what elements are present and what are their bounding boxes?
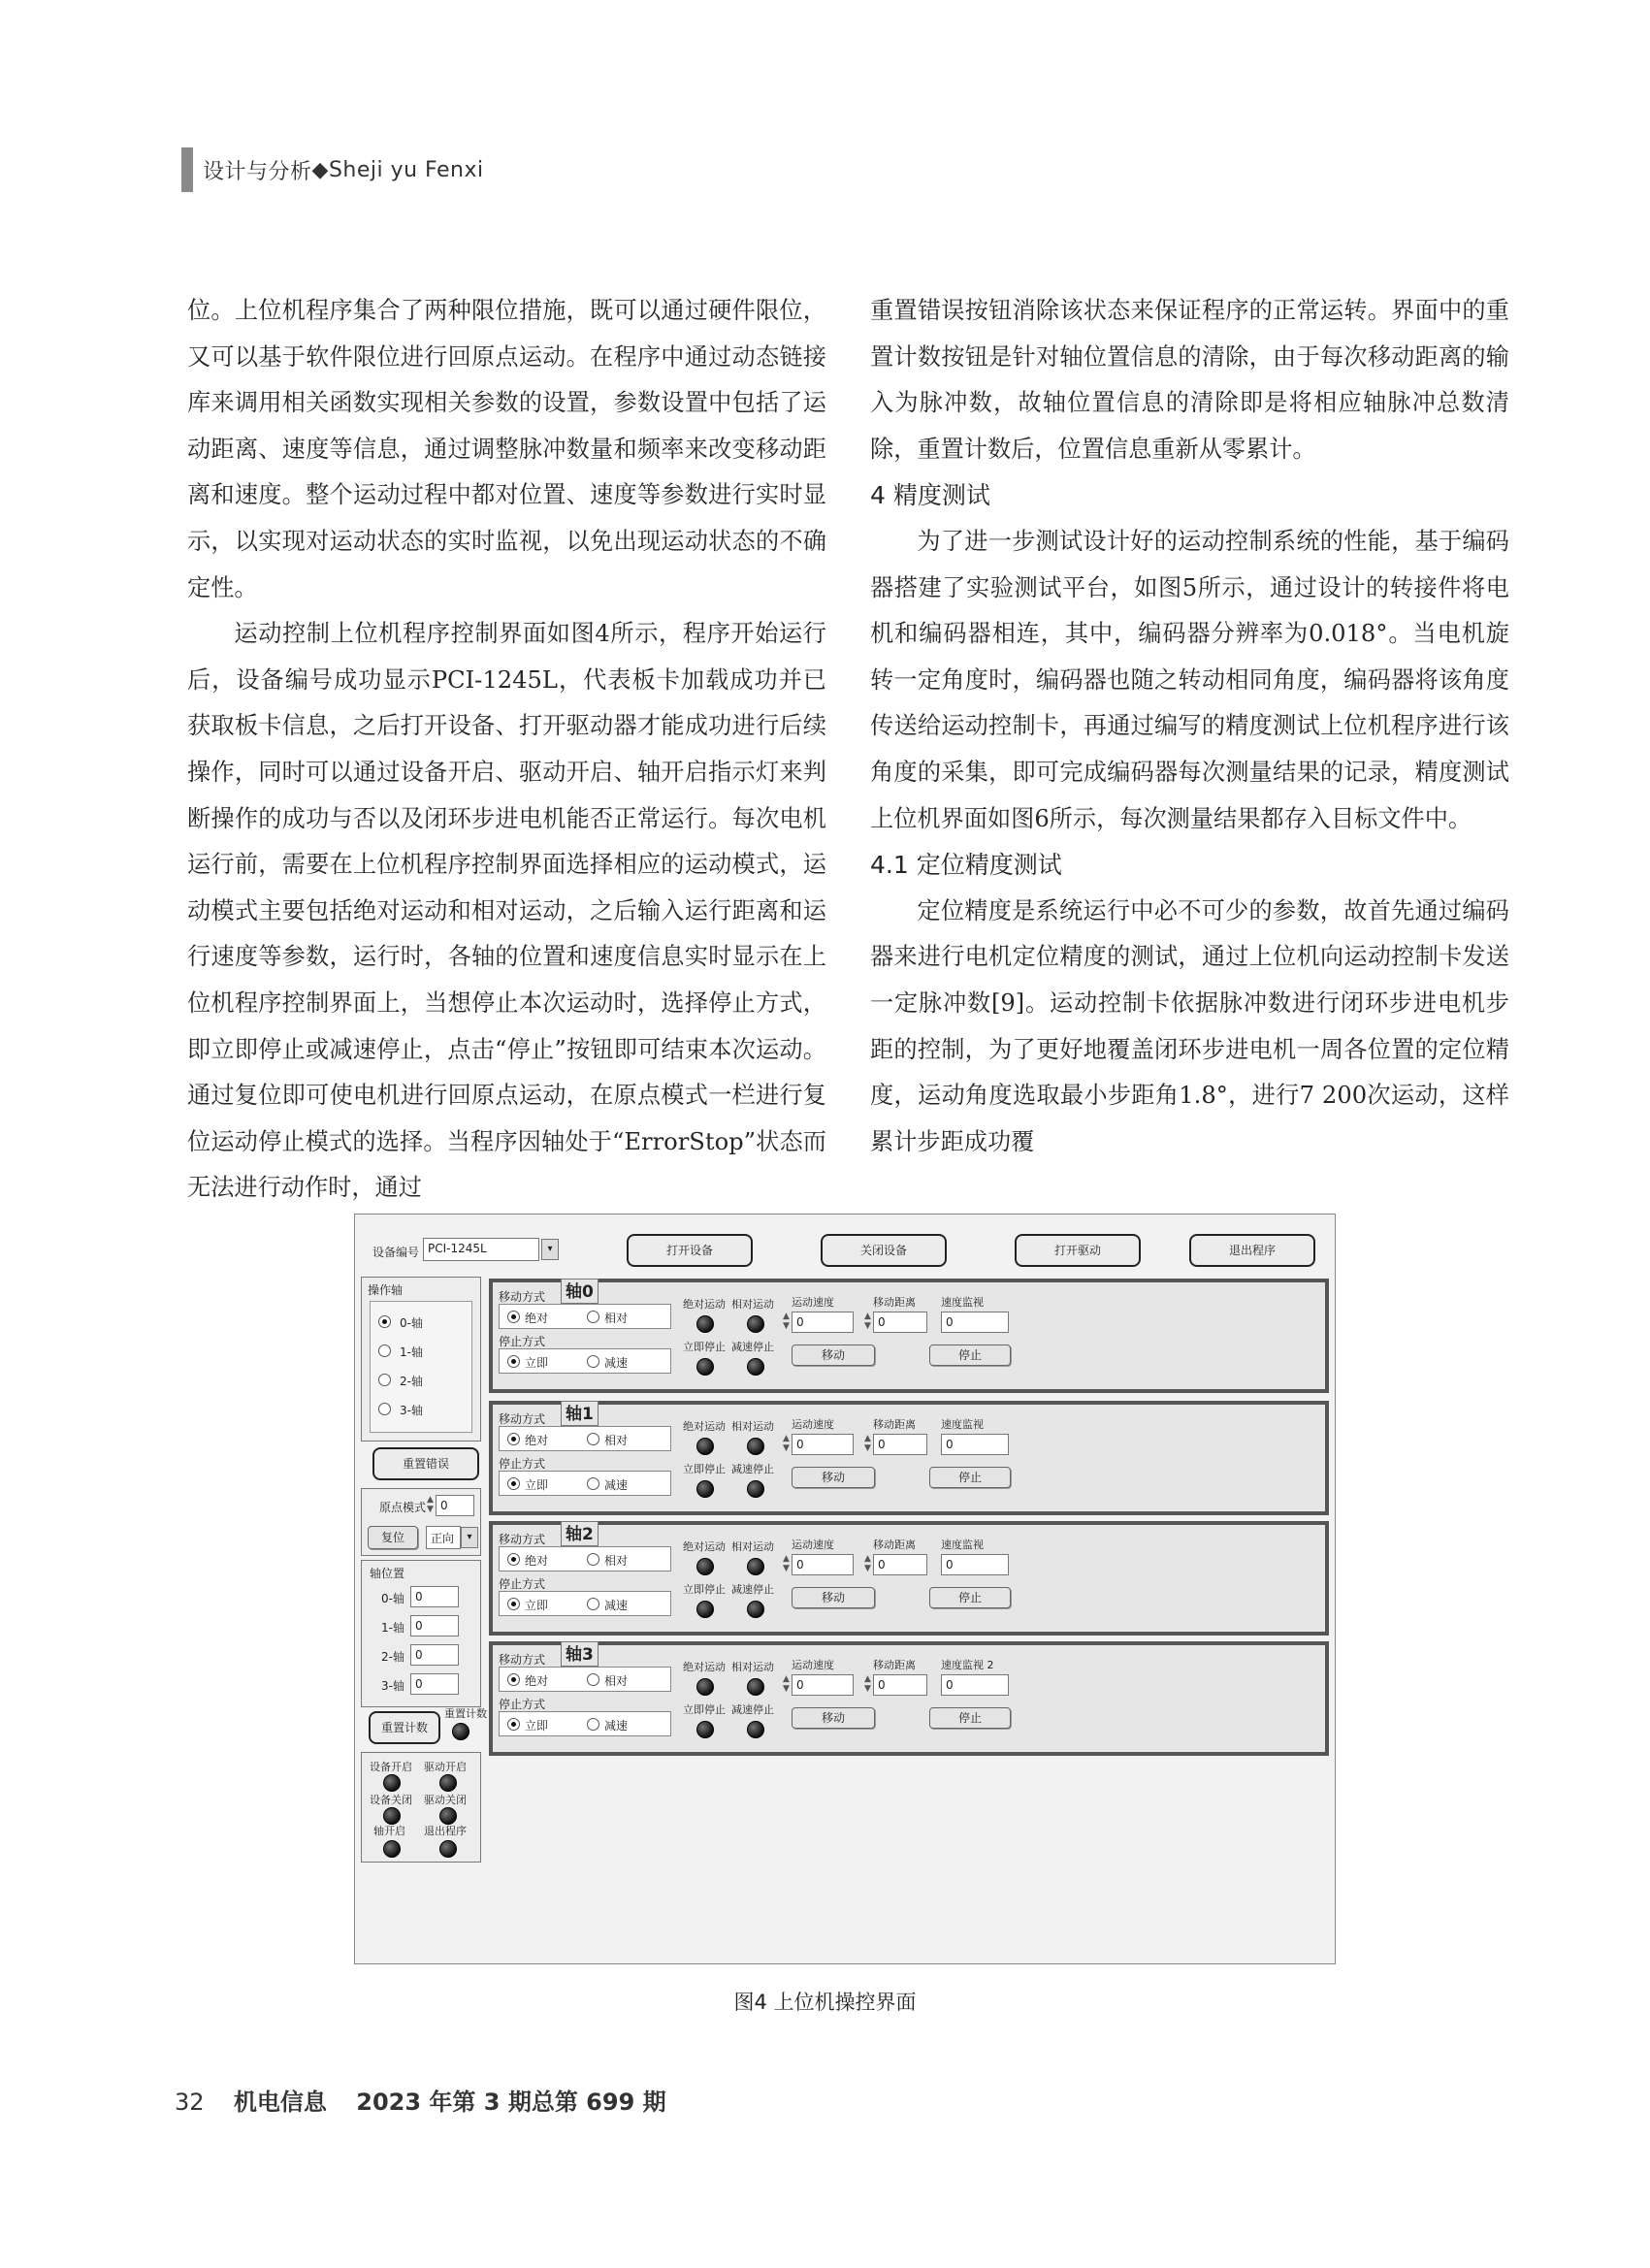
left-text-column xyxy=(187,288,826,1212)
speed-monitor-label: 速度监视 xyxy=(941,1296,984,1309)
origin-mode-group xyxy=(361,1488,481,1556)
paragraph: 定位精度是系统运行中必不可少的参数，故首先通过编码器来进行电机定位精度的测试，通过上位机向运动控制卡发送一定脉冲数[9]。运动控制卡依据脉冲数进行闭环步进电机步距的控制，为了更好地覆盖闭环步进电机一周各位置的定位精度，运动角度选取最小步距角1.8°，进行7 200次运动，这样累计步距成功覆 xyxy=(870,896,1509,1155)
immediate-stop-led xyxy=(696,1721,714,1738)
origin-mode-field[interactable]: 0 xyxy=(436,1495,474,1516)
absolute-radio[interactable] xyxy=(507,1433,520,1445)
distance-label: 移动距离 xyxy=(873,1659,916,1671)
issue-info: 2023 年第 3 期总第 699 期 xyxy=(356,2089,666,2116)
decelerate-radio[interactable] xyxy=(587,1718,599,1731)
right-text-column xyxy=(870,288,1509,1165)
axis-1-radio[interactable] xyxy=(378,1345,391,1357)
relative-radio[interactable] xyxy=(587,1673,599,1686)
axis-0-radio[interactable] xyxy=(378,1315,391,1328)
distance-field[interactable]: 0 xyxy=(873,1554,927,1575)
led-label: 减速停止 xyxy=(731,1583,774,1596)
direction-select[interactable]: 正向 xyxy=(426,1526,461,1549)
radio-label: 相对 xyxy=(604,1674,629,1688)
figure-caption: 图4 上位机操控界面 xyxy=(733,1991,917,2014)
led-label: 相对运动 xyxy=(731,1420,774,1433)
move-button[interactable]: 移动 xyxy=(792,1587,875,1608)
absolute-radio[interactable] xyxy=(507,1553,520,1566)
axis-3-radio[interactable] xyxy=(378,1403,391,1415)
speed-monitor-label: 速度监视 xyxy=(941,1418,984,1431)
stop-button[interactable]: 停止 xyxy=(929,1587,1011,1608)
spinner-icon[interactable]: ▲ ▼ xyxy=(864,1554,871,1573)
axis-2-position: 0 xyxy=(410,1644,459,1666)
stop-mode-label: 停止方式 xyxy=(499,1698,546,1711)
move-mode-label: 移动方式 xyxy=(499,1290,546,1304)
immediate-radio[interactable] xyxy=(507,1718,520,1731)
speed-monitor-field: 0 xyxy=(941,1312,1009,1333)
stop-button[interactable]: 停止 xyxy=(929,1345,1011,1366)
axis-select-group xyxy=(361,1277,481,1442)
paragraph: 为了进一步测试设计好的运动控制系统的性能，基于编码器搭建了实验测试平台，如图5所示，通过设计的转接件将电机和编码器相连，其中，编码器分辨率为0.018°。当电机旋转一定角度时，编码器也随之转动相同角度，编码器将该角度传送给运动控制卡，再通过编写的精度测试上位机程序进行该角度的采集，即可完成编码器每次测量结果的记录，精度测试上位机界面如图6所示，每次测量结果都存入目标文件中。 xyxy=(870,527,1509,832)
move-button[interactable]: 移动 xyxy=(792,1707,875,1729)
radio-label: 立即 xyxy=(525,1599,549,1612)
page-footer xyxy=(175,2083,666,2117)
move-mode-box xyxy=(499,1426,671,1451)
relative-motion-led xyxy=(747,1438,764,1455)
move-mode-label: 移动方式 xyxy=(499,1533,546,1546)
radio-label: 减速 xyxy=(604,1719,629,1733)
speed-field[interactable]: 0 xyxy=(792,1674,854,1696)
axis-radio-list xyxy=(370,1301,472,1433)
absolute-radio[interactable] xyxy=(507,1673,520,1686)
immediate-stop-led xyxy=(696,1601,714,1618)
speed-field[interactable]: 0 xyxy=(792,1434,854,1455)
axis-title: 轴3 xyxy=(561,1641,599,1667)
led-label: 驱动关闭 xyxy=(424,1794,467,1806)
led-label: 相对运动 xyxy=(731,1661,774,1673)
paragraph: 位。上位机程序集合了两种限位措施，既可以通过硬件限位，又可以基于软件限位进行回原点运动。在程序中通过动态链接库来调用相关函数实现相关参数的设置，参数设置中包括了运动距离、速度等信息，通过调整脉冲数量和频率来改变移动距离和速度。整个运动过程中都对位置、速度等参数进行实时显示，以实现对运动状态的实时监视，以免出现运动状态的不确定性。 xyxy=(187,297,826,601)
open-driver-button[interactable]: 打开驱动 xyxy=(1015,1234,1141,1267)
immediate-stop-led xyxy=(696,1358,714,1376)
radio-label: 绝对 xyxy=(525,1674,549,1688)
speed-label: 运动速度 xyxy=(792,1418,834,1431)
journal-name: 机电信息 xyxy=(233,2089,327,2116)
paragraph: 重置错误按钮消除该状态来保证程序的正常运转。界面中的重置计数按钮是针对轴位置信息的清除，由于每次移动距离的输入为脉冲数，故轴位置信息的清除即是将相应轴脉冲总数清除，重置计数后，位置信息重新从零累计。 xyxy=(870,297,1509,463)
led-label: 驱动开启 xyxy=(424,1761,467,1773)
axis-panel xyxy=(489,1279,1329,1393)
close-device-button[interactable]: 关闭设备 xyxy=(821,1234,947,1267)
axis-title: 轴0 xyxy=(561,1279,599,1304)
relative-motion-led xyxy=(747,1678,764,1696)
stop-mode-box xyxy=(499,1471,671,1496)
axis-panel xyxy=(489,1401,1329,1515)
subsection-heading: 4.1 定位精度测试 xyxy=(870,851,1062,880)
radio-label: 绝对 xyxy=(525,1434,549,1447)
led-label: 轴开启 xyxy=(373,1825,405,1837)
exit-program-button[interactable]: 退出程序 xyxy=(1189,1234,1315,1267)
decelerate-stop-led xyxy=(747,1358,764,1376)
move-mode-label: 移动方式 xyxy=(499,1653,546,1667)
speed-field[interactable]: 0 xyxy=(792,1554,854,1575)
immediate-radio[interactable] xyxy=(507,1477,520,1490)
absolute-radio[interactable] xyxy=(507,1311,520,1323)
radio-label: 立即 xyxy=(525,1478,549,1492)
running-header xyxy=(181,147,484,192)
speed-monitor-label: 速度监视 2 xyxy=(941,1659,994,1671)
axis-pos-label: 0-轴 xyxy=(381,1592,404,1605)
speed-monitor-field: 0 xyxy=(941,1434,1009,1455)
spinner-icon[interactable]: ▲ ▼ xyxy=(783,1674,790,1694)
page-number: 32 xyxy=(175,2089,205,2116)
axis-2-radio[interactable] xyxy=(378,1374,391,1386)
axis-option-label: 1-轴 xyxy=(400,1345,423,1359)
spinner-icon[interactable]: ▲ ▼ xyxy=(783,1434,790,1453)
device-label: 设备编号 xyxy=(372,1246,420,1259)
led-label: 绝对运动 xyxy=(683,1420,726,1433)
axis-1-position: 0 xyxy=(410,1615,459,1636)
spinner-icon[interactable]: ▲ ▼ xyxy=(427,1495,434,1514)
led-label: 绝对运动 xyxy=(683,1298,726,1311)
decelerate-radio[interactable] xyxy=(587,1355,599,1368)
stop-mode-box xyxy=(499,1348,671,1374)
axis-pos-label: 3-轴 xyxy=(381,1679,404,1693)
speed-monitor-label: 速度监视 xyxy=(941,1539,984,1551)
spinner-icon[interactable]: ▲ ▼ xyxy=(783,1312,790,1331)
open-device-button[interactable]: 打开设备 xyxy=(627,1234,753,1267)
radio-label: 减速 xyxy=(604,1356,629,1370)
axis-title: 轴2 xyxy=(561,1521,599,1546)
led-label: 立即停止 xyxy=(683,1463,726,1475)
led-label: 绝对运动 xyxy=(683,1540,726,1553)
spinner-icon[interactable]: ▲ ▼ xyxy=(864,1674,871,1694)
move-mode-label: 移动方式 xyxy=(499,1412,546,1426)
led-label: 减速停止 xyxy=(731,1463,774,1475)
led-label: 立即停止 xyxy=(683,1341,726,1353)
header-section: 设计与分析 xyxy=(203,159,312,184)
radio-label: 立即 xyxy=(525,1356,549,1370)
relative-motion-led xyxy=(747,1315,764,1333)
spinner-icon[interactable]: ▲ ▼ xyxy=(783,1554,790,1573)
device-field[interactable]: PCI-1245L xyxy=(423,1238,539,1261)
move-mode-box xyxy=(499,1546,671,1571)
decelerate-stop-led xyxy=(747,1721,764,1738)
distance-field[interactable]: 0 xyxy=(873,1674,927,1696)
speed-monitor-field: 0 xyxy=(941,1554,1009,1575)
reset-count-led-label: 重置计数 xyxy=(444,1707,487,1720)
axis-position-title: 轴位置 xyxy=(370,1567,405,1580)
move-mode-box xyxy=(499,1304,671,1329)
speed-label: 运动速度 xyxy=(792,1539,834,1551)
relative-radio[interactable] xyxy=(587,1311,599,1323)
axis-panel xyxy=(489,1641,1329,1756)
decelerate-stop-led xyxy=(747,1480,764,1498)
radio-label: 绝对 xyxy=(525,1312,549,1325)
stop-mode-label: 停止方式 xyxy=(499,1335,546,1348)
exit-led xyxy=(439,1840,457,1858)
absolute-motion-led xyxy=(696,1558,714,1575)
axis-option-label: 0-轴 xyxy=(400,1316,423,1330)
distance-label: 移动距离 xyxy=(873,1539,916,1551)
axis-position-group xyxy=(361,1560,481,1707)
axis-0-position: 0 xyxy=(410,1586,459,1607)
move-button[interactable]: 移动 xyxy=(792,1467,875,1488)
chevron-down-icon[interactable]: ▾ xyxy=(461,1527,478,1548)
axis-3-position: 0 xyxy=(410,1673,459,1695)
axis-on-led xyxy=(383,1840,401,1858)
speed-label: 运动速度 xyxy=(792,1296,834,1309)
radio-label: 绝对 xyxy=(525,1554,549,1568)
led-label: 相对运动 xyxy=(731,1540,774,1553)
chevron-down-icon[interactable]: ▾ xyxy=(541,1239,559,1260)
led-label: 减速停止 xyxy=(731,1341,774,1353)
reset-error-button[interactable]: 重置错误 xyxy=(372,1447,479,1480)
axis-option-label: 2-轴 xyxy=(400,1375,423,1388)
absolute-motion-led xyxy=(696,1438,714,1455)
led-label: 减速停止 xyxy=(731,1703,774,1716)
stop-button[interactable]: 停止 xyxy=(929,1467,1011,1488)
radio-label: 相对 xyxy=(604,1312,629,1325)
distance-label: 移动距离 xyxy=(873,1296,916,1309)
section-heading: 4 精度测试 xyxy=(870,481,990,510)
led-label: 设备关闭 xyxy=(370,1794,412,1806)
speed-field[interactable]: 0 xyxy=(792,1312,854,1333)
stop-mode-box xyxy=(499,1591,671,1616)
stop-button[interactable]: 停止 xyxy=(929,1707,1011,1729)
decelerate-radio[interactable] xyxy=(587,1598,599,1610)
move-button[interactable]: 移动 xyxy=(792,1345,875,1366)
home-button[interactable]: 复位 xyxy=(368,1526,418,1549)
axis-select-title: 操作轴 xyxy=(368,1283,404,1297)
radio-label: 立即 xyxy=(525,1719,549,1733)
relative-motion-led xyxy=(747,1558,764,1575)
origin-mode-label: 原点模式 xyxy=(379,1501,427,1514)
distance-field[interactable]: 0 xyxy=(873,1434,927,1455)
axis-panel xyxy=(489,1521,1329,1636)
led-label: 绝对运动 xyxy=(683,1661,726,1673)
led-label: 退出程序 xyxy=(424,1825,467,1837)
move-mode-box xyxy=(499,1667,671,1692)
figure-control-ui xyxy=(354,1214,1336,1964)
reset-count-led xyxy=(452,1723,469,1740)
reset-count-button[interactable]: 重置计数 xyxy=(369,1711,440,1744)
speed-label: 运动速度 xyxy=(792,1659,834,1671)
radio-label: 减速 xyxy=(604,1599,629,1612)
immediate-stop-led xyxy=(696,1480,714,1498)
header-bar xyxy=(181,147,193,192)
spinner-icon[interactable]: ▲ ▼ xyxy=(864,1434,871,1453)
paragraph: 运动控制上位机程序控制界面如图4所示，程序开始运行后，设备编号成功显示PCI-1245L，代表板卡加载成功并已获取板卡信息，之后打开设备、打开驱动器才能成功进行后续操作，同时可以通过设备开启、驱动开启、轴开启指示灯来判断操作的成功与否以及闭环步进电机能否正常运行。每次电机运行前，需要在上位机程序控制界面选择相应的运动模式，运动模式主要包括绝对运动和相对运动，之后输入运行距离和运行速度等参数，运行时，各轴的位置和速度信息实时显示在上位机程序控制界面上，当想停止本次运动时，选择停止方式，即立即停止或减速停止，点击“停止”按钮即可结束本次运动。通过复位即可使电机进行回原点运动，在原点模式一栏进行复位运动停止模式的选择。当程序因轴处于“ErrorStop”状态而无法进行动作时，通过 xyxy=(187,620,826,1202)
axis-pos-label: 1-轴 xyxy=(381,1621,404,1635)
led-label: 立即停止 xyxy=(683,1703,726,1716)
led-label: 相对运动 xyxy=(731,1298,774,1311)
radio-label: 相对 xyxy=(604,1434,629,1447)
radio-label: 减速 xyxy=(604,1478,629,1492)
stop-mode-label: 停止方式 xyxy=(499,1577,546,1591)
device-on-led xyxy=(383,1774,401,1792)
axis-pos-label: 2-轴 xyxy=(381,1650,404,1664)
decelerate-stop-led xyxy=(747,1601,764,1618)
relative-radio[interactable] xyxy=(587,1433,599,1445)
distance-field[interactable]: 0 xyxy=(873,1312,927,1333)
led-label: 设备开启 xyxy=(370,1761,412,1773)
immediate-radio[interactable] xyxy=(507,1355,520,1368)
speed-monitor-field: 0 xyxy=(941,1674,1009,1696)
driver-on-led xyxy=(439,1774,457,1792)
header-separator: ◆ xyxy=(311,157,329,182)
header-pinyin: Sheji yu Fenxi xyxy=(328,157,484,182)
led-label: 立即停止 xyxy=(683,1583,726,1596)
absolute-motion-led xyxy=(696,1678,714,1696)
axis-title: 轴1 xyxy=(561,1401,599,1426)
radio-label: 相对 xyxy=(604,1554,629,1568)
axis-option-label: 3-轴 xyxy=(400,1404,423,1417)
absolute-motion-led xyxy=(696,1315,714,1333)
distance-label: 移动距离 xyxy=(873,1418,916,1431)
spinner-icon[interactable]: ▲ ▼ xyxy=(864,1312,871,1331)
status-led-group xyxy=(361,1752,481,1863)
relative-radio[interactable] xyxy=(587,1553,599,1566)
decelerate-radio[interactable] xyxy=(587,1477,599,1490)
immediate-radio[interactable] xyxy=(507,1598,520,1610)
stop-mode-box xyxy=(499,1711,671,1736)
stop-mode-label: 停止方式 xyxy=(499,1457,546,1471)
